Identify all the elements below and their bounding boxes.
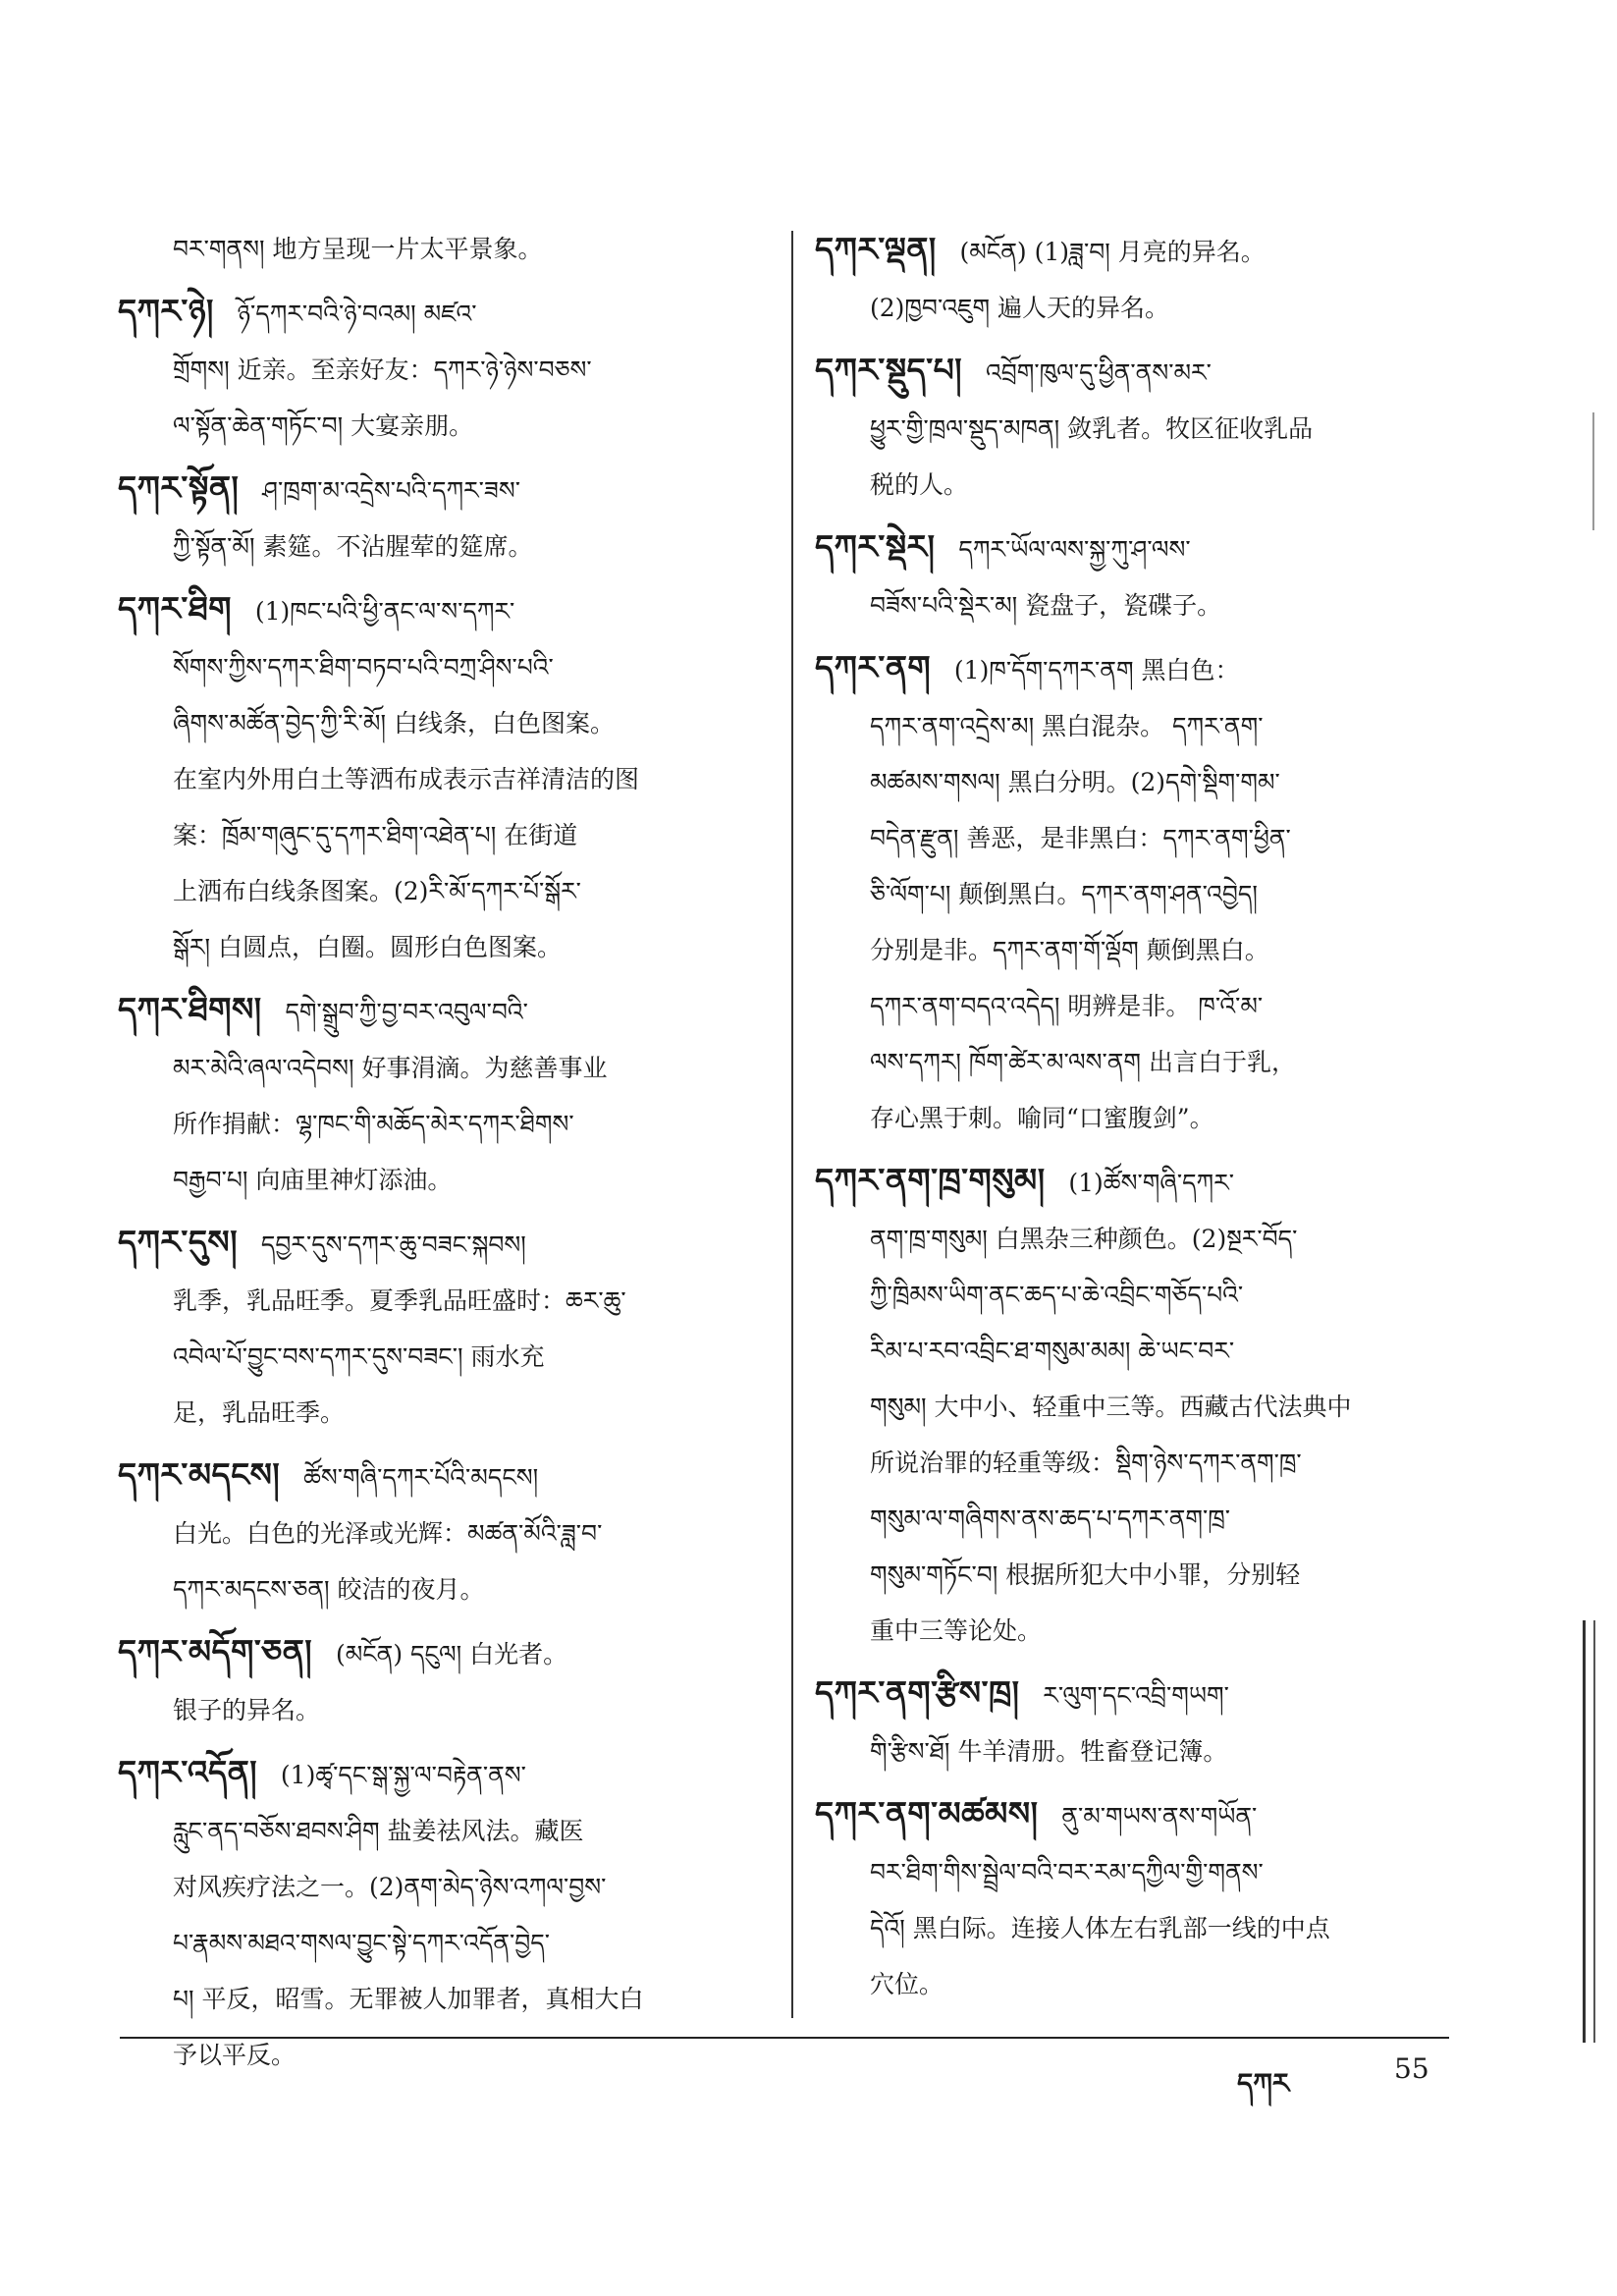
binding-mark (1592, 412, 1604, 530)
entry-dkar-nag-mtshams (815, 1785, 1453, 2012)
entry-line: ཅི་ལོག་པ། 颠倒黑白。དཀར་ནག་ཤན་འབྱེད། (870, 880, 1258, 908)
entry-line: 存心黑于刺。喻同“口蜜腹剑”。 (870, 1104, 1214, 1132)
entry-line: དཀར་ནག་འདྲེས་མ། 黑白混杂。 དཀར་ནག་ (870, 712, 1264, 740)
entry-line: བར་ཐིག་གིས་སྦྲེལ་བའི་བར་རམ་དཀྱིལ་གྱི་གནས་ (870, 1858, 1264, 1886)
entry-line: ཀྱི་སྟོན་མོ། 素筵。不沾腥荤的筵席。 (173, 532, 533, 561)
entry-line: དཀར་ཡོལ་ལས་སྐྱ་ཀུ་ཤ་ལས་ (958, 535, 1191, 564)
entry-line: ར་ལུག་དང་འབྲི་གཡག་ (1043, 1681, 1229, 1710)
entry-line: པ་རྣམས་མཐའ་གསལ་བྱུང་སྟེ་དཀར་འདོན་བྱེད་ (173, 1929, 551, 1957)
headword: དཀར་ནག (815, 648, 932, 686)
entry-line: 重中三等论处。 (870, 1616, 1043, 1645)
entry-line: (1)ཁ་དོག་དཀར་ནག 黑白色： (953, 656, 1240, 684)
entry-line: (མངོན) (1)ཟླ་བ། 月亮的异名。 (959, 238, 1266, 266)
entry-line: མར་མེའི་ཞལ་འདེབས། 好事涓滴。为慈善事业 (173, 1054, 608, 1082)
entry-line: ཤ་ཁྲག་མ་འདྲེས་པའི་དཀར་ཟས་ (262, 476, 520, 505)
entry-line: 上洒布白线条图案。(2)རི་མོ་དཀར་པོ་སྒོར་ (173, 877, 581, 905)
running-footer-section: དཀར (1237, 2067, 1290, 2100)
entry-line: རླུང་ནད་བཅོས་ཐབས་ཤིག 盐姜祛风法。藏医 (173, 1817, 584, 1845)
entry-line: (1)ཚྭ་དང་སྒ་སྐྱ་ལ་བརྟེན་ནས་ (280, 1761, 526, 1789)
entry-line: རིམ་པ་རབ་འབྲིང་ཐ་གསུམ་མམ། ཆེ་ཡང་བར་ (870, 1337, 1235, 1365)
headword: དཀར་སྟོན། (118, 468, 240, 507)
entry-line: གི་རྩིས་ཐོ། 牛羊清册。牲畜登记簿。 (870, 1737, 1228, 1766)
right-column (815, 221, 1453, 2018)
binding-mark (1583, 1620, 1595, 2043)
headword: དཀར་ལྡན། (815, 230, 937, 268)
entry-line: 所说治罪的轻重等级：སྡིག་ཉེས་དཀར་ནག་ཁྲ་ (870, 1449, 1302, 1477)
entry-line: 案：ཁྲོམ་གཞུང་དུ་དཀར་ཐིག་འཐེན་པ། 在街道 (173, 821, 578, 849)
entry-line: ཞིགས་མཚོན་བྱེད་ཀྱི་རི་མོ། 白线条，白色图案。 (173, 709, 615, 738)
headword: དཀར་ནག་ཁྲ་གསུམ། (815, 1161, 1046, 1199)
headword: དཀར་ཐིགས། (118, 990, 262, 1028)
headword: དཀར་སྡུད་པ། (815, 351, 963, 389)
entry-line: 白光。白色的光泽或光辉：མཚན་མོའི་ཟླ་བ་ (173, 1519, 603, 1548)
entry-line: 穴位。 (870, 1970, 944, 1998)
entry-line: 足，乳品旺季。 (173, 1398, 346, 1427)
headword: དཀར་དུས། (118, 1223, 239, 1261)
entry-line: ནུ་མ་གཡས་ནས་གཡོན་ (1061, 1802, 1258, 1831)
headword: དཀར་མདངས། (118, 1455, 281, 1494)
entry-dkar-mdangs (118, 1447, 771, 1617)
entry-line: (1)ཚོས་གཞི་དཀར་ (1068, 1169, 1234, 1197)
entry-line: དབྱར་དུས་དཀར་ཆུ་བཟང་སྐབས། (260, 1230, 526, 1259)
entry-dkar-dus (118, 1214, 771, 1441)
entry-dkar-ldan (815, 221, 1453, 336)
entry-line: བརྒྱབ་པ། 向庙里神灯添油。 (173, 1166, 453, 1194)
entry-dkar-mdog-can (118, 1623, 771, 1738)
headword: དཀར་མདོག་ཅན། (118, 1632, 313, 1670)
left-column (118, 221, 771, 2089)
entry-dkar-nag-rtsis-khra (815, 1665, 1453, 1779)
entry-dkar-nye (118, 283, 771, 454)
page-number: 55 (1394, 2052, 1429, 2085)
entry-line: དགེ་སྒྲུབ་ཀྱི་བྱ་བར་འབུལ་བའི་ (285, 998, 528, 1026)
entry-line: (1)ཁང་པའི་ཕྱི་ནང་ལ་ས་དཀར་ (254, 597, 515, 626)
entry-line: 予以平反。 (173, 2041, 296, 2069)
entry-line: དཀར་ནག་བདའ་འདེད། 明辨是非。 ཁ་འོ་མ་ (870, 992, 1264, 1020)
entry-line: གྲོགས། 近亲。至亲好友：དཀར་ཉེ་ཉེས་བཅས་ (173, 355, 592, 384)
entry-dkar-don (118, 1744, 771, 2083)
entry-dkar-ston (118, 460, 771, 574)
entry-line: མཚམས་གསལ། 黑白分明。(2)དགེ་སྡིག་གམ་ (870, 768, 1280, 796)
entry-line: ནག་ཁྲ་གསུམ། 白黑杂三种颜色。(2)སྔར་བོད་ (870, 1225, 1298, 1253)
headword: དཀར་ཐིག (118, 589, 232, 628)
headword: དཀར་ནག་མཚམས། (815, 1794, 1039, 1832)
entry-line: ཉོ་དཀར་བའི་ཉེ་བའམ། མཛའ་ (237, 300, 477, 328)
entry-line: གསུམ་གཏོང་བ། 根据所犯大中小罪，分别轻 (870, 1560, 1301, 1589)
entry-line: 分别是非。དཀར་ནག་གོ་ལྡོག 颠倒黑白。 (870, 936, 1269, 964)
entry-line: 对风疾疗法之一。(2)ནག་མེད་ཉེས་འཀལ་བྱས་ (173, 1873, 607, 1901)
headword: དཀར་སྡེར། (815, 527, 936, 566)
entry-continuation (118, 221, 771, 277)
column-divider (791, 231, 793, 2018)
entry-line: སོགས་ཀྱིས་དཀར་ཐིག་བཏབ་པའི་བཀྲ་ཤིས་པའི་ (173, 653, 554, 682)
entry-dkar-thig (118, 580, 771, 975)
entry-line: གསུམ། 大中小、轻重中三等。西藏古代法典中 (870, 1393, 1352, 1421)
entry-line: ཕྱུར་གྱི་ཁྲལ་སྡུད་མཁན། 敛乳者。牧区征收乳品 (870, 414, 1314, 443)
entry-line: དཀར་མདངས་ཅན། 皎洁的夜月。 (173, 1575, 485, 1604)
entry-line: 在室内外用白土等洒布成表示吉祥清洁的图 (173, 765, 640, 793)
entry-line: 银子的异名。 (173, 1696, 321, 1724)
entry-line: བཟོས་པའི་སྡེར་མ། 瓷盘子，瓷碟子。 (870, 591, 1222, 620)
entry-dkar-thigs (118, 981, 771, 1208)
entry-line: འབེལ་པོ་བྱུང་བས་དཀར་དུས་བཟང་། 雨水充 (173, 1342, 545, 1371)
entry-line: ལ་སྟོན་ཆེན་གཏོང་བ། 大宴亲朋。 (173, 411, 474, 440)
entry-line: ཀྱི་ཁྲིམས་ཡིག་ནང་ཆད་པ་ཆེ་འབྲིང་གཅོད་པའི་ (870, 1281, 1244, 1309)
entry-line: འབྲོག་ཁུལ་དུ་ཕྱིན་ནས་མར་ (985, 358, 1212, 387)
entry-line: པ། 平反，昭雪。无罪被人加罪者，真相大白 (173, 1985, 644, 2013)
entry-line: ལས་དཀར། ཁོག་ཚེར་མ་ལས་ནག 出言白于乳， (870, 1048, 1296, 1076)
footer-rule (120, 2037, 1449, 2039)
entry-line: ཚོས་གཞི་དཀར་པོའི་མདངས། (303, 1463, 539, 1492)
entry-line: སྒོར། 白圆点，白圈。圆形白色图案。 (173, 933, 562, 961)
entry-dkar-nag-khra-gsum (815, 1152, 1453, 1659)
headword: དཀར་ནག་རྩིས་ཁྲ། (815, 1673, 1020, 1712)
headword: དཀར་འདོན། (118, 1753, 258, 1791)
headword: དཀར་ཉེ། (118, 292, 214, 330)
entry-line: (2)ཁྱབ་འཇུག 遍人天的异名。 (870, 294, 1169, 322)
entry-line: བདེན་རྫུན། 善恶，是非黑白：དཀར་ནག་ཕྱིན་ (870, 824, 1291, 852)
entry-line: དེའོ། 黑白际。连接人体左右乳部一线的中点 (870, 1914, 1330, 1942)
entry-dkar-sder (815, 519, 1453, 633)
entry-line: 乳季，乳品旺季。夏季乳品旺盛时：ཆར་ཆུ་ (173, 1286, 626, 1315)
entry-line: གསུམ་ལ་གཞིགས་ནས་ཆད་པ་དཀར་ནག་ཁྲ་ (870, 1504, 1231, 1533)
entry-line: 税的人。 (870, 470, 969, 499)
entry-line: 所作捐献：ལྷ་ཁང་གི་མཆོད་མེར་དཀར་ཐིགས་ (173, 1110, 574, 1138)
entry-line: (མངོན) དངུལ། 白光者。 (335, 1640, 568, 1668)
entry-line: བར་གནས། 地方呈现一片太平景象。 (173, 235, 543, 263)
entry-dkar-sdud-pa (815, 342, 1453, 513)
entry-dkar-nag (815, 639, 1453, 1146)
